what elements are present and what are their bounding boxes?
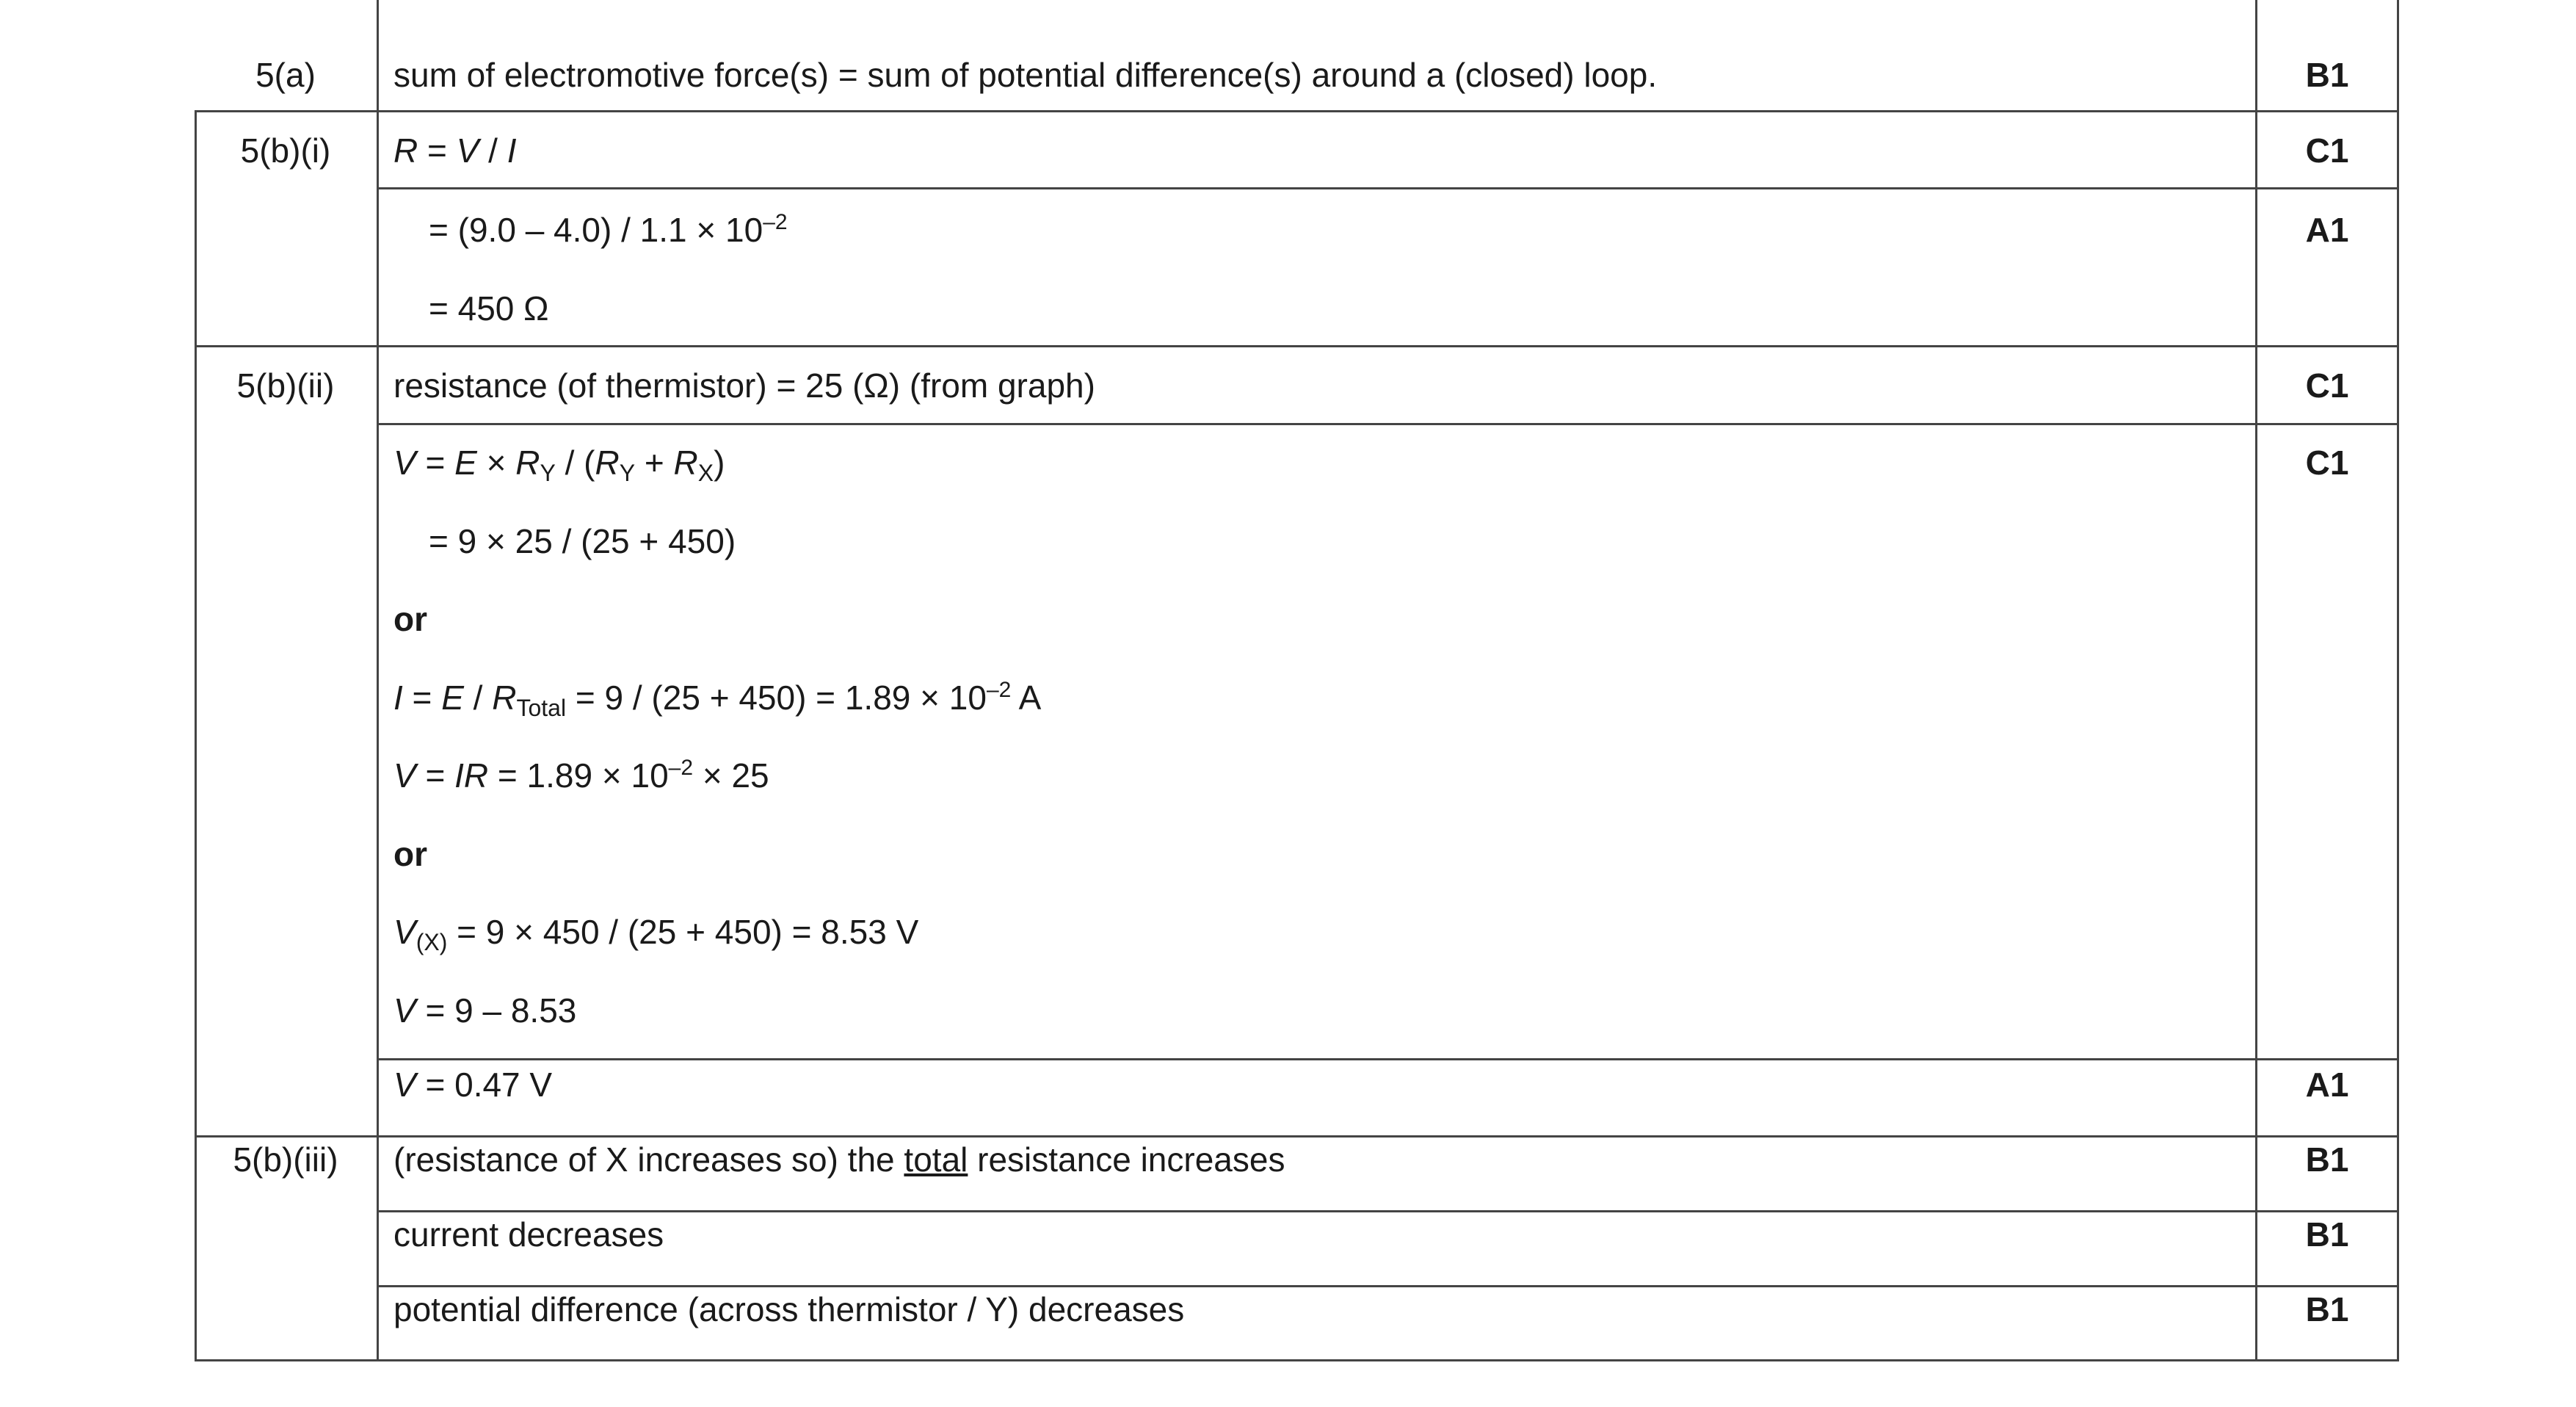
row-divider (377, 1285, 2399, 1287)
symbol-I: I (393, 679, 403, 717)
mark-code: B1 (2305, 1140, 2349, 1179)
answer-line (393, 442, 725, 487)
answer-line (393, 1139, 1285, 1180)
symbol-V: V (393, 756, 416, 795)
text: = 0.47 V (416, 1066, 553, 1104)
question-number: 5(b)(ii) (236, 366, 335, 405)
text: / (479, 131, 507, 170)
answer-line: current decreases (393, 1215, 664, 1254)
answer-line: = 9 × 25 / (25 + 450) (429, 522, 736, 560)
symbol-R: R (515, 444, 540, 482)
symbol-V: V (393, 991, 416, 1030)
text: × 25 (693, 756, 769, 795)
symbol-IR: IR (454, 756, 489, 795)
row-divider (377, 187, 2399, 189)
answer-line (393, 911, 918, 956)
question-number: 5(a) (255, 56, 316, 94)
answer-line: sum of electromotive force(s) = sum of potential difference(s) around a (closed) loop. (393, 56, 1658, 94)
symbol-V: V (393, 1066, 416, 1104)
exponent: –2 (763, 210, 788, 234)
row-divider (377, 1058, 2399, 1060)
subscript: Y (619, 460, 636, 486)
symbol-R: R (393, 131, 418, 170)
symbol-R: R (492, 679, 517, 717)
text: × (476, 444, 516, 482)
subscript: Total (516, 695, 567, 721)
text: = (418, 131, 457, 170)
row-divider (377, 423, 2399, 425)
symbol-I: I (507, 131, 517, 170)
text: ) (714, 444, 725, 482)
symbol-R: R (595, 444, 620, 482)
answer-line (393, 755, 769, 801)
row-divider (195, 1135, 2399, 1137)
exponent: –2 (668, 756, 694, 780)
subscript: (X) (416, 929, 448, 955)
text: = 9 / (25 + 450) = 1.89 × 10 (566, 679, 987, 717)
row-divider (195, 110, 2399, 112)
question-number: 5(b)(iii) (233, 1140, 338, 1179)
symbol-E: E (441, 679, 464, 717)
answer-line: resistance (of thermistor) = 25 (Ω) (from graph) (393, 366, 1095, 405)
or-separator: or (393, 835, 427, 873)
text: = (416, 756, 455, 795)
text: = (402, 679, 442, 717)
answer-line (429, 209, 788, 256)
text: (resistance of X increases so) the (393, 1140, 904, 1179)
subscript: X (697, 460, 714, 486)
text: = 9 – 8.53 (416, 991, 577, 1030)
row-divider (195, 345, 2399, 347)
text: = (9.0 – 4.0) / 1.1 × 10 (429, 211, 763, 249)
or-separator: or (393, 600, 427, 638)
mark-scheme-table (195, 0, 2399, 1361)
underlined-word: total (904, 1140, 968, 1179)
symbol-V: V (393, 913, 416, 951)
symbol-V: V (393, 444, 416, 482)
subscript: Y (540, 460, 556, 486)
mark-code: C1 (2305, 131, 2349, 170)
answer-line (393, 677, 1041, 723)
exponent: –2 (986, 678, 1012, 702)
table-border-bottom (195, 1359, 2399, 1361)
mark-code: A1 (2305, 1066, 2349, 1104)
question-number: 5(b)(i) (240, 131, 331, 170)
symbol-E: E (454, 444, 477, 482)
mark-code: B1 (2305, 1215, 2349, 1254)
answer-line (393, 990, 576, 1031)
mark-code: B1 (2305, 1290, 2349, 1328)
answer-line (393, 130, 516, 171)
column-divider-question (377, 0, 379, 1361)
row-divider (377, 1210, 2399, 1212)
text: / (463, 679, 493, 717)
answer-line: = 450 Ω (429, 289, 549, 328)
mark-code: B1 (2305, 56, 2349, 94)
text: / ( (555, 444, 595, 482)
symbol-V: V (456, 131, 479, 170)
text: = (416, 444, 455, 482)
text: + (635, 444, 674, 482)
mark-code: C1 (2305, 444, 2349, 482)
answer-line (393, 1064, 552, 1105)
mark-code: A1 (2305, 211, 2349, 249)
symbol-R: R (673, 444, 698, 482)
mark-code: C1 (2305, 366, 2349, 405)
table-border-right (2397, 0, 2399, 1361)
text: A (1011, 679, 1042, 717)
answer-line: potential difference (across thermistor / Y) decreases (393, 1290, 1185, 1328)
text: = 9 × 450 / (25 + 450) = 8.53 V (447, 913, 919, 951)
text: = 1.89 × 10 (488, 756, 669, 795)
text: resistance increases (968, 1140, 1285, 1179)
